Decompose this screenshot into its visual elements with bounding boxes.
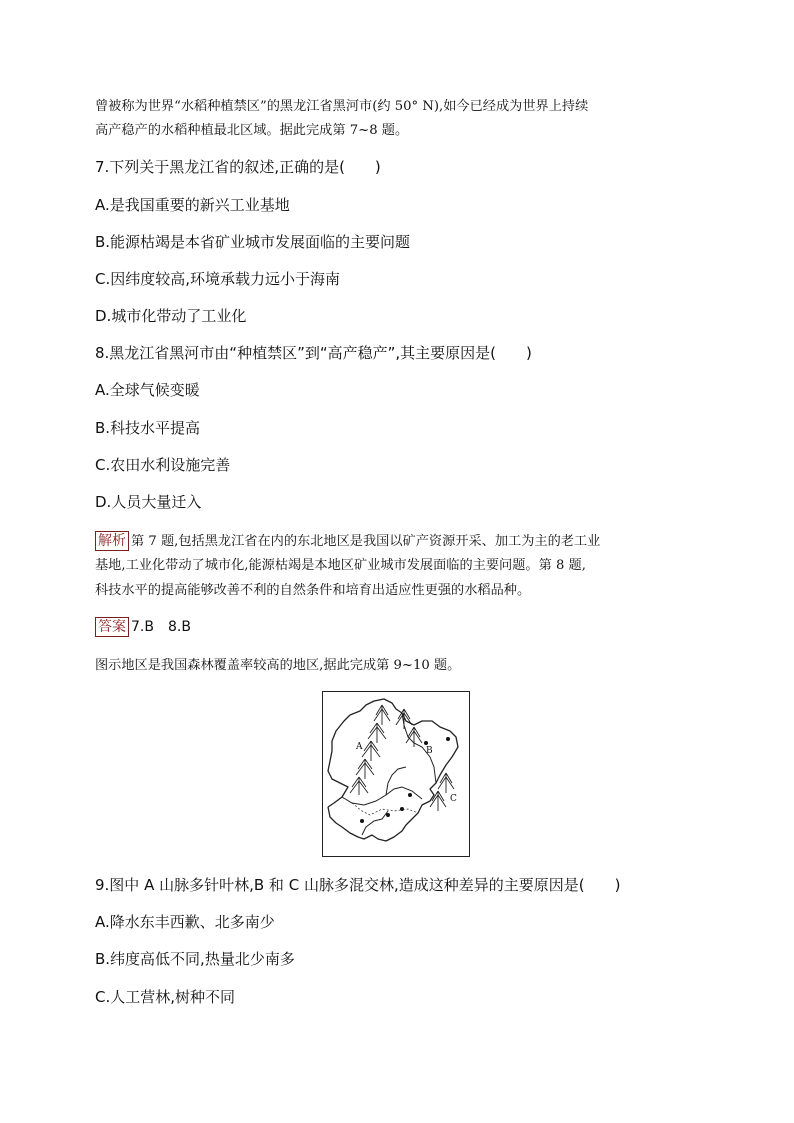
question-8-stem: 8.黑龙江省黑河市由“种植禁区”到“高产稳产”,其主要原因是( ) <box>95 344 532 362</box>
analysis-line-1 <box>95 531 600 552</box>
question-7-option-d: D.城市化带动了工业化 <box>95 307 247 325</box>
map-label-a: A <box>356 742 363 752</box>
answer-text: 7.B 8.B <box>131 619 191 635</box>
city-dot <box>408 793 412 797</box>
intro-7-8-line-1: 曾被称为世界“水稻种植禁区”的黑龙江省黑河市(约 50° N),如今已经成为世界上持续 <box>95 99 589 114</box>
map-label-c: C <box>450 794 457 804</box>
map-frame <box>323 692 470 857</box>
city-dot <box>446 737 450 741</box>
analysis-label: 解析 <box>95 531 129 551</box>
answer-line <box>95 617 191 637</box>
question-7-option-a: A.是我国重要的新兴工业基地 <box>95 196 290 214</box>
question-7-option-b: B.能源枯竭是本省矿业城市发展面临的主要问题 <box>95 233 411 251</box>
intro-9-10-line-1: 图示地区是我国森林覆盖率较高的地区,据此完成第 9~10 题。 <box>95 658 461 673</box>
question-7-option-c: C.因纬度较高,环境承载力远小于海南 <box>95 270 341 288</box>
question-8-option-d: D.人员大量迁入 <box>95 493 202 511</box>
question-9-option-c: C.人工营林,树种不同 <box>95 988 236 1006</box>
question-8-option-b: B.科技水平提高 <box>95 419 201 437</box>
analysis-text-1: 第 7 题,包括黑龙江省在内的东北地区是我国以矿产资源开采、加工为主的老工业 <box>131 534 601 549</box>
city-dot <box>424 741 428 745</box>
question-9-option-a: A.降水东丰西歉、北多南少 <box>95 913 275 931</box>
map-label-b: B <box>426 746 433 756</box>
question-8-option-c: C.农田水利设施完善 <box>95 456 231 474</box>
city-dot <box>360 819 364 823</box>
analysis-line-3: 科技水平的提高能够改善不利的自然条件和培育出适应性更强的水稻品种。 <box>95 583 531 598</box>
answer-label: 答案 <box>95 617 129 637</box>
intro-7-8-line-2: 高产稳产的水稻种植最北区域。据此完成第 7~8 题。 <box>95 123 409 138</box>
analysis-line-2: 基地,工业化带动了城市化,能源枯竭是本地区矿业城市发展面临的主要问题。第 8 题, <box>95 558 586 573</box>
question-8-option-a: A.全球气候变暖 <box>95 381 200 399</box>
question-9-stem: 9.图中 A 山脉多针叶林,B 和 C 山脉多混交林,造成这种差异的主要原因是( ) <box>95 876 621 894</box>
question-7-stem: 7.下列关于黑龙江省的叙述,正确的是( ) <box>95 158 381 176</box>
question-9-option-b: B.纬度高低不同,热量北少南多 <box>95 950 295 968</box>
northeast-china-map <box>322 691 470 857</box>
city-dot <box>386 813 390 817</box>
